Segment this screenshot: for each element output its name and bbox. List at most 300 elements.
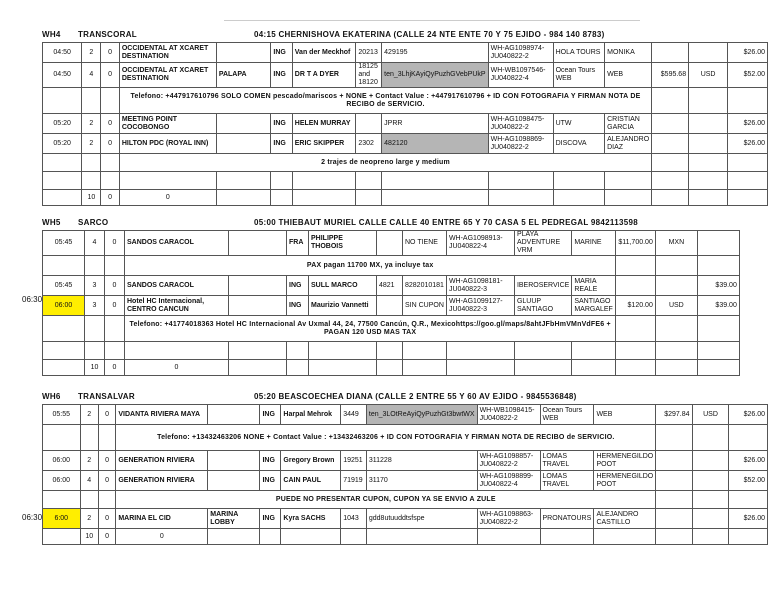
booking-code: WH-WB1098415-JU040822-2 bbox=[477, 405, 540, 425]
empty-cell bbox=[488, 190, 553, 206]
pax-count: 2 bbox=[80, 451, 98, 471]
transfer-table bbox=[42, 230, 740, 376]
note-row bbox=[43, 88, 768, 114]
empty-cell bbox=[446, 360, 514, 376]
empty-cell bbox=[514, 360, 571, 376]
reference-1: 19251 bbox=[341, 451, 367, 471]
empty-cell bbox=[43, 529, 81, 545]
currency: USD bbox=[689, 63, 728, 88]
minors-count: 0 bbox=[101, 114, 119, 134]
booking-code: WH-AG1098974-JU040822-2 bbox=[488, 43, 553, 63]
booking-code: WH-AG1098863-JU040822-2 bbox=[477, 509, 540, 529]
total-minors: 0 bbox=[105, 360, 125, 376]
service-note: PAX pagan 11700 MX, ya incluye tax bbox=[125, 256, 616, 276]
empty-cell bbox=[43, 172, 82, 190]
pickup-point bbox=[208, 405, 260, 425]
reference-2: 311228 bbox=[366, 451, 477, 471]
note-row bbox=[43, 154, 768, 172]
hotel-name: HILTON PDC (ROYAL INN) bbox=[119, 134, 216, 154]
pickup-time: 05:20 bbox=[43, 134, 82, 154]
empty-cell bbox=[271, 190, 292, 206]
empty-cell bbox=[377, 360, 403, 376]
total-infants: 0 bbox=[125, 360, 229, 376]
reference-2: 31170 bbox=[366, 471, 477, 491]
empty-cell bbox=[594, 529, 656, 545]
reference-1: 71919 bbox=[341, 471, 367, 491]
empty-cell bbox=[553, 172, 605, 190]
agency: Ocean Tours WEB bbox=[553, 63, 605, 88]
note-spacer bbox=[98, 425, 115, 451]
total-amount: $11,700.00 bbox=[616, 231, 656, 256]
total-amount bbox=[652, 134, 689, 154]
total-row bbox=[43, 360, 740, 376]
price: $52.00 bbox=[729, 471, 768, 491]
note-spacer bbox=[697, 256, 739, 276]
hotel-name: SANDOS CARACOL bbox=[125, 231, 229, 256]
pax-count: 2 bbox=[80, 509, 98, 529]
empty-cell bbox=[656, 529, 692, 545]
total-amount: $120.00 bbox=[616, 296, 656, 316]
empty-cell bbox=[287, 360, 309, 376]
reference-1: 4821 bbox=[377, 276, 403, 296]
empty-cell bbox=[309, 360, 377, 376]
service-note: 2 trajes de neopreno large y medium bbox=[119, 154, 651, 172]
note-spacer bbox=[105, 256, 125, 276]
total-amount bbox=[652, 43, 689, 63]
empty-cell bbox=[728, 172, 768, 190]
pickup-point bbox=[208, 471, 260, 491]
hotel-name: GENERATION RIVIERA bbox=[116, 471, 208, 491]
reference-2: JPRR bbox=[382, 114, 488, 134]
table-row bbox=[43, 134, 768, 154]
empty-cell bbox=[729, 529, 768, 545]
booking-code: WH-AG1098913-JU040822-4 bbox=[446, 231, 514, 256]
total-pax: 10 bbox=[82, 190, 101, 206]
note-spacer bbox=[85, 256, 105, 276]
note-spacer bbox=[43, 425, 81, 451]
transport-company: SARCO bbox=[78, 218, 109, 227]
language: FRA bbox=[287, 231, 309, 256]
note-spacer bbox=[689, 154, 728, 172]
pickup-point bbox=[216, 114, 271, 134]
header-divider bbox=[224, 20, 640, 21]
empty-cell bbox=[728, 190, 768, 206]
pax-count: 2 bbox=[82, 43, 101, 63]
empty-cell bbox=[652, 190, 689, 206]
total-infants: 0 bbox=[119, 190, 216, 206]
agent: ALEJANDRO DIAZ bbox=[605, 134, 652, 154]
note-spacer bbox=[80, 425, 98, 451]
price: $39.00 bbox=[697, 276, 739, 296]
total-minors: 0 bbox=[101, 190, 119, 206]
price: $26.00 bbox=[729, 451, 768, 471]
empty-cell bbox=[572, 360, 616, 376]
table-row bbox=[43, 114, 768, 134]
agent: CRISTIAN GARCIA bbox=[605, 114, 652, 134]
minors-count: 0 bbox=[105, 231, 125, 256]
minors-count: 0 bbox=[101, 134, 119, 154]
empty-cell bbox=[366, 529, 477, 545]
pax-count: 3 bbox=[85, 296, 105, 316]
reference-1 bbox=[377, 296, 403, 316]
note-spacer bbox=[105, 316, 125, 342]
reference-2: NO TIENE bbox=[403, 231, 447, 256]
unit-id: WH5 bbox=[42, 218, 61, 227]
note-spacer bbox=[43, 88, 82, 114]
empty-cell bbox=[616, 360, 656, 376]
agent: HERMENEGILDO POOT bbox=[594, 471, 656, 491]
total-amount: $297.84 bbox=[656, 405, 692, 425]
transfer-table bbox=[42, 404, 768, 545]
language: ING bbox=[287, 276, 309, 296]
agency: UTW bbox=[553, 114, 605, 134]
note-spacer bbox=[697, 316, 739, 342]
guide-header: 05:00 THIEBAUT MURIEL CALLE CALLE 40 ENTRE 65 Y 70 CASA 5 EL PEDREGAL 9842113598 bbox=[254, 218, 638, 227]
pickup-time: 06:00 bbox=[43, 451, 81, 471]
booking-code: WH-AG1099127-JU040822-3 bbox=[446, 296, 514, 316]
empty-cell bbox=[692, 529, 729, 545]
pickup-point bbox=[229, 231, 287, 256]
pax-count: 4 bbox=[80, 471, 98, 491]
language: ING bbox=[271, 134, 292, 154]
minors-count: 0 bbox=[101, 63, 119, 88]
note-spacer bbox=[43, 154, 82, 172]
booking-code: WH-AG1098857-JU040822-2 bbox=[477, 451, 540, 471]
total-minors: 0 bbox=[98, 529, 115, 545]
hotel-name: OCCIDENTAL AT XCARET DESTINATION bbox=[119, 63, 216, 88]
pickup-time: 05:45 bbox=[43, 276, 85, 296]
note-spacer bbox=[98, 491, 115, 509]
empty-cell bbox=[309, 342, 377, 360]
note-spacer bbox=[101, 154, 119, 172]
service-note: Telefono: +41774018363 Hotel HC Internacional Av Uxmal 44, 24, 77500 Cancún, Q.R., Mexicohttps://goo.gl/maps/8ahtJFbHmVMnVdFE6 + PAGAN 120 USD MAS TAX bbox=[125, 316, 616, 342]
note-row bbox=[43, 491, 768, 509]
pickup-point: PALAPA bbox=[216, 63, 271, 88]
agent: MONIKA bbox=[605, 43, 652, 63]
empty-cell bbox=[43, 342, 85, 360]
pax-count: 2 bbox=[82, 134, 101, 154]
reference-2: gdd8utuuddtsfspe bbox=[366, 509, 477, 529]
total-amount: $595.68 bbox=[652, 63, 689, 88]
reference-1: 2302 bbox=[356, 134, 382, 154]
empty-cell bbox=[82, 172, 101, 190]
outer-time: 06:30 bbox=[22, 513, 43, 522]
guide-header: 05:20 BEASCOECHEA DIANA (CALLE 2 ENTRE 55 Y 60 AV EJIDO - 9845536848) bbox=[254, 392, 577, 401]
empty-cell bbox=[356, 172, 382, 190]
empty-cell bbox=[292, 172, 356, 190]
pickup-point bbox=[229, 276, 287, 296]
language: ING bbox=[271, 114, 292, 134]
price: $39.00 bbox=[697, 296, 739, 316]
pickup-point bbox=[229, 296, 287, 316]
table-row bbox=[43, 172, 768, 190]
empty-cell bbox=[377, 342, 403, 360]
empty-cell bbox=[208, 529, 260, 545]
table-row bbox=[43, 342, 740, 360]
note-spacer bbox=[729, 491, 768, 509]
currency: USD bbox=[692, 405, 729, 425]
empty-cell bbox=[403, 342, 447, 360]
empty-cell bbox=[287, 342, 309, 360]
note-spacer bbox=[85, 316, 105, 342]
table-row bbox=[43, 63, 768, 88]
outer-time: 06:30 bbox=[22, 295, 43, 304]
empty-cell bbox=[216, 172, 271, 190]
currency: MXN bbox=[655, 231, 697, 256]
agent: SANTIAGO MARGALEF bbox=[572, 296, 616, 316]
note-spacer bbox=[82, 154, 101, 172]
agency: IBEROSERVICE bbox=[514, 276, 571, 296]
agent: WEB bbox=[594, 405, 656, 425]
note-spacer bbox=[652, 154, 689, 172]
empty-cell bbox=[697, 360, 739, 376]
pickup-time: 05:55 bbox=[43, 405, 81, 425]
client-name: HELEN MURRAY bbox=[292, 114, 356, 134]
reference-2: ten_3LhjKAyiQyPuzhGVebPUkP bbox=[382, 63, 488, 88]
note-row bbox=[43, 425, 768, 451]
pickup-time: 04:50 bbox=[43, 43, 82, 63]
booking-code: WH-AG1098899-JU040822-4 bbox=[477, 471, 540, 491]
pickup-time: 04:50 bbox=[43, 63, 82, 88]
empty-cell bbox=[616, 342, 656, 360]
price: $52.00 bbox=[728, 63, 768, 88]
empty-cell bbox=[540, 529, 594, 545]
empty-cell bbox=[652, 172, 689, 190]
pax-count: 3 bbox=[85, 276, 105, 296]
empty-cell bbox=[43, 190, 82, 206]
agency: Ocean Tours WEB bbox=[540, 405, 594, 425]
transport-company: TRANSCORAL bbox=[78, 30, 137, 39]
price: $26.00 bbox=[729, 405, 768, 425]
note-spacer bbox=[80, 491, 98, 509]
pickup-time: 05:45 bbox=[43, 231, 85, 256]
minors-count: 0 bbox=[98, 405, 115, 425]
note-spacer bbox=[692, 425, 729, 451]
unit-id: WH4 bbox=[42, 30, 61, 39]
table-row bbox=[43, 43, 768, 63]
reference-1 bbox=[356, 114, 382, 134]
empty-cell bbox=[605, 172, 652, 190]
reference-1: 1043 bbox=[341, 509, 367, 529]
client-name: Kyra SACHS bbox=[281, 509, 341, 529]
currency bbox=[692, 451, 729, 471]
currency bbox=[692, 509, 729, 529]
agency: PRONATOURS bbox=[540, 509, 594, 529]
note-spacer bbox=[652, 88, 689, 114]
empty-cell bbox=[356, 190, 382, 206]
booking-code: WH-WB1097546-JU040822-4 bbox=[488, 63, 553, 88]
total-amount bbox=[652, 114, 689, 134]
empty-cell bbox=[689, 172, 728, 190]
agent: MARINE bbox=[572, 231, 616, 256]
language: ING bbox=[260, 471, 281, 491]
agency: GLUUP SANTIAGO bbox=[514, 296, 571, 316]
empty-cell bbox=[271, 172, 292, 190]
reference-2: SIN CUPON bbox=[403, 296, 447, 316]
hotel-name: MARINA EL CID bbox=[116, 509, 208, 529]
empty-cell bbox=[85, 342, 105, 360]
empty-cell bbox=[605, 190, 652, 206]
pickup-point bbox=[216, 134, 271, 154]
note-spacer bbox=[692, 491, 729, 509]
empty-cell bbox=[229, 342, 287, 360]
note-spacer bbox=[82, 88, 101, 114]
table-row bbox=[43, 471, 768, 491]
client-name: SULL MARCO bbox=[309, 276, 377, 296]
empty-cell bbox=[292, 190, 356, 206]
empty-cell bbox=[125, 342, 229, 360]
total-row bbox=[43, 190, 768, 206]
empty-cell bbox=[655, 360, 697, 376]
language: ING bbox=[271, 63, 292, 88]
booking-code: WH-AG1098181-JU040822-3 bbox=[446, 276, 514, 296]
total-amount bbox=[656, 471, 692, 491]
empty-cell bbox=[689, 190, 728, 206]
language: ING bbox=[287, 296, 309, 316]
currency bbox=[689, 134, 728, 154]
empty-cell bbox=[216, 190, 271, 206]
note-spacer bbox=[728, 88, 768, 114]
table-row bbox=[43, 296, 740, 316]
client-name: ERIC SKIPPER bbox=[292, 134, 356, 154]
empty-cell bbox=[105, 342, 125, 360]
pax-count: 4 bbox=[85, 231, 105, 256]
language: ING bbox=[260, 405, 281, 425]
pickup-point bbox=[208, 451, 260, 471]
note-spacer bbox=[656, 425, 692, 451]
note-spacer bbox=[43, 491, 81, 509]
table-row bbox=[43, 451, 768, 471]
hotel-name: MEETING POINT COCOBONGO bbox=[119, 114, 216, 134]
note-spacer bbox=[655, 256, 697, 276]
agent: MARIA REALE bbox=[572, 276, 616, 296]
pax-count: 4 bbox=[82, 63, 101, 88]
price: $26.00 bbox=[728, 114, 768, 134]
empty-cell bbox=[572, 342, 616, 360]
table-row bbox=[43, 231, 740, 256]
note-spacer bbox=[729, 425, 768, 451]
language: ING bbox=[271, 43, 292, 63]
pickup-time: 06:00 bbox=[43, 471, 81, 491]
pickup-point bbox=[216, 43, 271, 63]
note-spacer bbox=[101, 88, 119, 114]
note-spacer bbox=[43, 316, 85, 342]
transfer-table bbox=[42, 42, 768, 206]
total-amount bbox=[616, 276, 656, 296]
agent: WEB bbox=[605, 63, 652, 88]
hotel-name: SANDOS CARACOL bbox=[125, 276, 229, 296]
minors-count: 0 bbox=[98, 471, 115, 491]
agency: HOLA TOURS bbox=[553, 43, 605, 63]
booking-code: WH-AG1098869-JU040822-2 bbox=[488, 134, 553, 154]
empty-cell bbox=[446, 342, 514, 360]
language: ING bbox=[260, 509, 281, 529]
hotel-name: Hotel HC Internacional, CENTRO CANCUN bbox=[125, 296, 229, 316]
total-pax: 10 bbox=[85, 360, 105, 376]
service-note: Telefono: +447917610796 SOLO COMEN pescado/mariscos + NONE + Contact Value : +447917610796 + ID CON FOTOGRAFIA Y FIRMAN NOTA DE RECIBO de SERVICIO. bbox=[119, 88, 651, 114]
pickup-time: 06:00 bbox=[43, 296, 85, 316]
total-infants: 0 bbox=[116, 529, 208, 545]
service-note: Telefono: +13432463206 NONE + Contact Value : +13432463206 + ID CON FOTOGRAFIA Y FIRMAN NOTA DE RECIBO de SERVICIO. bbox=[116, 425, 656, 451]
currency bbox=[655, 276, 697, 296]
empty-cell bbox=[281, 529, 341, 545]
minors-count: 0 bbox=[101, 43, 119, 63]
pax-count: 2 bbox=[82, 114, 101, 134]
empty-cell bbox=[655, 342, 697, 360]
agency: PLAYA ADVENTURE VRM bbox=[514, 231, 571, 256]
empty-cell bbox=[341, 529, 367, 545]
empty-cell bbox=[43, 360, 85, 376]
price: $26.00 bbox=[728, 134, 768, 154]
minors-count: 0 bbox=[98, 451, 115, 471]
empty-cell bbox=[514, 342, 571, 360]
empty-cell bbox=[229, 360, 287, 376]
note-spacer bbox=[656, 491, 692, 509]
client-name: Harpal Mehrok bbox=[281, 405, 341, 425]
reference-1: 18125 and 18120 bbox=[356, 63, 382, 88]
client-name: Maurizio Vannetti bbox=[309, 296, 377, 316]
empty-cell bbox=[403, 360, 447, 376]
total-row bbox=[43, 529, 768, 545]
minors-count: 0 bbox=[105, 296, 125, 316]
booking-code: WH-AG1098475-JU040822-2 bbox=[488, 114, 553, 134]
empty-cell bbox=[553, 190, 605, 206]
empty-cell bbox=[477, 529, 540, 545]
empty-cell bbox=[101, 172, 119, 190]
reference-2: 8282010181 bbox=[403, 276, 447, 296]
empty-cell bbox=[488, 172, 553, 190]
language: ING bbox=[260, 451, 281, 471]
reference-1: 20213 bbox=[356, 43, 382, 63]
empty-cell bbox=[260, 529, 281, 545]
note-row bbox=[43, 316, 740, 342]
pickup-time: 6:00 bbox=[43, 509, 81, 529]
total-amount bbox=[656, 509, 692, 529]
note-spacer bbox=[689, 88, 728, 114]
reference-1: 3449 bbox=[341, 405, 367, 425]
empty-cell bbox=[697, 342, 739, 360]
note-spacer bbox=[43, 256, 85, 276]
currency bbox=[689, 43, 728, 63]
pickup-time: 05:20 bbox=[43, 114, 82, 134]
price: $26.00 bbox=[728, 43, 768, 63]
total-pax: 10 bbox=[80, 529, 98, 545]
client-name: DR T A DYER bbox=[292, 63, 356, 88]
client-name: Van der Meckhof bbox=[292, 43, 356, 63]
note-spacer bbox=[728, 154, 768, 172]
reference-2: 429195 bbox=[382, 43, 488, 63]
client-name: CAIN PAUL bbox=[281, 471, 341, 491]
price: $26.00 bbox=[729, 509, 768, 529]
currency bbox=[689, 114, 728, 134]
hotel-name: OCCIDENTAL AT XCARET DESTINATION bbox=[119, 43, 216, 63]
guide-header: 04:15 CHERNISHOVA EKATERINA (CALLE 24 NTE ENTE 70 Y 75 EJIDO - 984 140 8783) bbox=[254, 30, 605, 39]
empty-cell bbox=[382, 190, 488, 206]
reference-2: 482120 bbox=[382, 134, 488, 154]
note-spacer bbox=[655, 316, 697, 342]
pickup-point: MARINA LOBBY bbox=[208, 509, 260, 529]
currency bbox=[692, 471, 729, 491]
client-name: Gregory Brown bbox=[281, 451, 341, 471]
agent: HERMENEGILDO POOT bbox=[594, 451, 656, 471]
hotel-name: GENERATION RIVIERA bbox=[116, 451, 208, 471]
table-row bbox=[43, 276, 740, 296]
reference-1 bbox=[377, 231, 403, 256]
agency: LOMAS TRAVEL bbox=[540, 471, 594, 491]
pax-count: 2 bbox=[80, 405, 98, 425]
transport-company: TRANSALVAR bbox=[78, 392, 135, 401]
empty-cell bbox=[382, 172, 488, 190]
